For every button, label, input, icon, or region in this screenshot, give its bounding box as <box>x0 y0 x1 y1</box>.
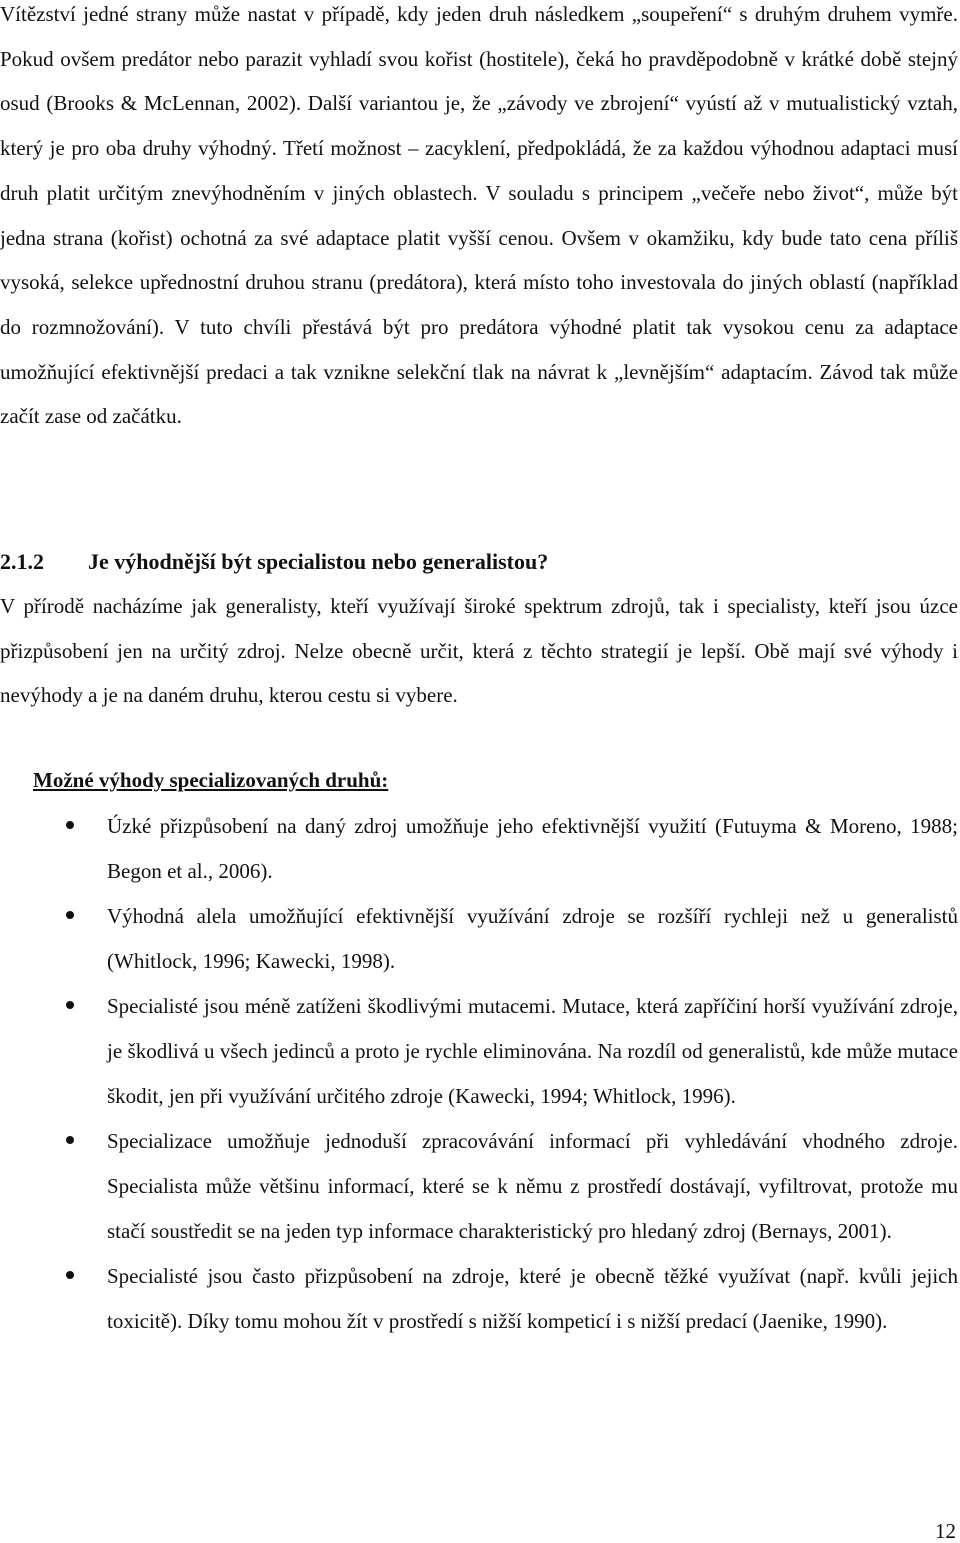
list-item-text: Specialisté jsou často přizpůsobení na zdroje, které je obecně těžké využívat (např. kvůli jejich toxicitě). Díky tomu mohou žít v prostředí s nižší kompeticí i s nižší predací (Jaenike, 1990). <box>107 1264 958 1333</box>
list-item <box>0 1254 958 1344</box>
list-item <box>0 804 958 894</box>
bullet-icon <box>66 821 74 829</box>
list-item <box>0 984 958 1119</box>
bullet-icon <box>66 911 74 919</box>
bullet-icon <box>66 1136 74 1144</box>
bullet-icon <box>66 1271 74 1279</box>
section-heading <box>0 540 940 584</box>
section-title: Je výhodnější být specialistou nebo generalistou? <box>88 549 549 574</box>
advantages-heading: Možné výhody specializovaných druhů: <box>33 768 389 792</box>
list-item-text: Úzké přizpůsobení na daný zdroj umožňuje jeho efektivnější využití (Futuyma & Moreno, 1988; Begon et al., 2006). <box>107 814 958 883</box>
list-item <box>0 894 958 984</box>
list-item <box>0 1119 958 1254</box>
bullet-icon <box>66 1001 74 1009</box>
list-item-text: Specializace umožňuje jednoduší zpracovávání informací při vyhledávání vhodného zdroje. Specialista může většinu informací, které se k němu z prostředí dostávají, vyfiltrovat, protože mu stačí soustředit se na jeden typ informace charakteristický pro hledaný zdroj (Bernays, 2001). <box>107 1129 958 1243</box>
advantages-list <box>0 804 958 1344</box>
page-number: 12 <box>935 1519 956 1543</box>
list-item-text: Výhodná alela umožňující efektivnější využívání zdroje se rozšíří rychleji než u generalistů (Whitlock, 1996; Kawecki, 1998). <box>107 904 958 973</box>
paragraph-generalists: V přírodě nacházíme jak generalisty, kteří využívají široké spektrum zdrojů, tak i specialisty, kteří jsou úzce přizpůsobení jen na určitý zdroj. Nelze obecně určit, která z těchto strategií je lepší. Obě mají své výhody i nevýhody a je na daném druhu, kterou cestu si vybere. <box>0 594 958 708</box>
section-number: 2.1.2 <box>0 549 44 574</box>
list-item-text: Specialisté jsou méně zatíženi škodlivými mutacemi. Mutace, která zapříčiní horší využívání zdroje, je škodlivá u všech jedinců a proto je rychle eliminována. Na rozdíl od generalistů, kde může mutace škodit, jen při využívání určitého zdroje (Kawecki, 1994; Whitlock, 1996). <box>107 994 958 1108</box>
paragraph-arms-race: Vítězství jedné strany může nastat v případě, kdy jeden druh následkem „soupeření“ s druhým druhem vymře. Pokud ovšem predátor nebo parazit vyhladí svou kořist (hostitele), čeká ho pravděpodobně v krátké době stejný osud (Brooks & McLennan, 2002). Další variantou je, že „závody ve zbrojení“ vyústí až v mutualistický vztah, který je pro oba druhy výhodný. Třetí možnost – zacyklení, předpokládá, že za každou výhodnou adaptaci musí druh platit určitým znevýhodněním v jiných oblastech. V souladu s principem „večeře nebo život“, může být jedna strana (kořist) ochotná za své adaptace platit vyšší cenou. Ovšem v okamžiku, kdy bude tato cena příliš vysoká, selekce upřednostní druhou stranu (predátora), která místo toho investovala do jiných oblastí (například do rozmnožování). V tuto chvíli přestává být pro predátora výhodné platit tak vysokou cenu za adaptace umožňující efektivnější predaci a tak vznikne selekční tlak na návrat k „levnějším“ adaptacím. Závod tak může začít zase od začátku. <box>0 2 958 429</box>
